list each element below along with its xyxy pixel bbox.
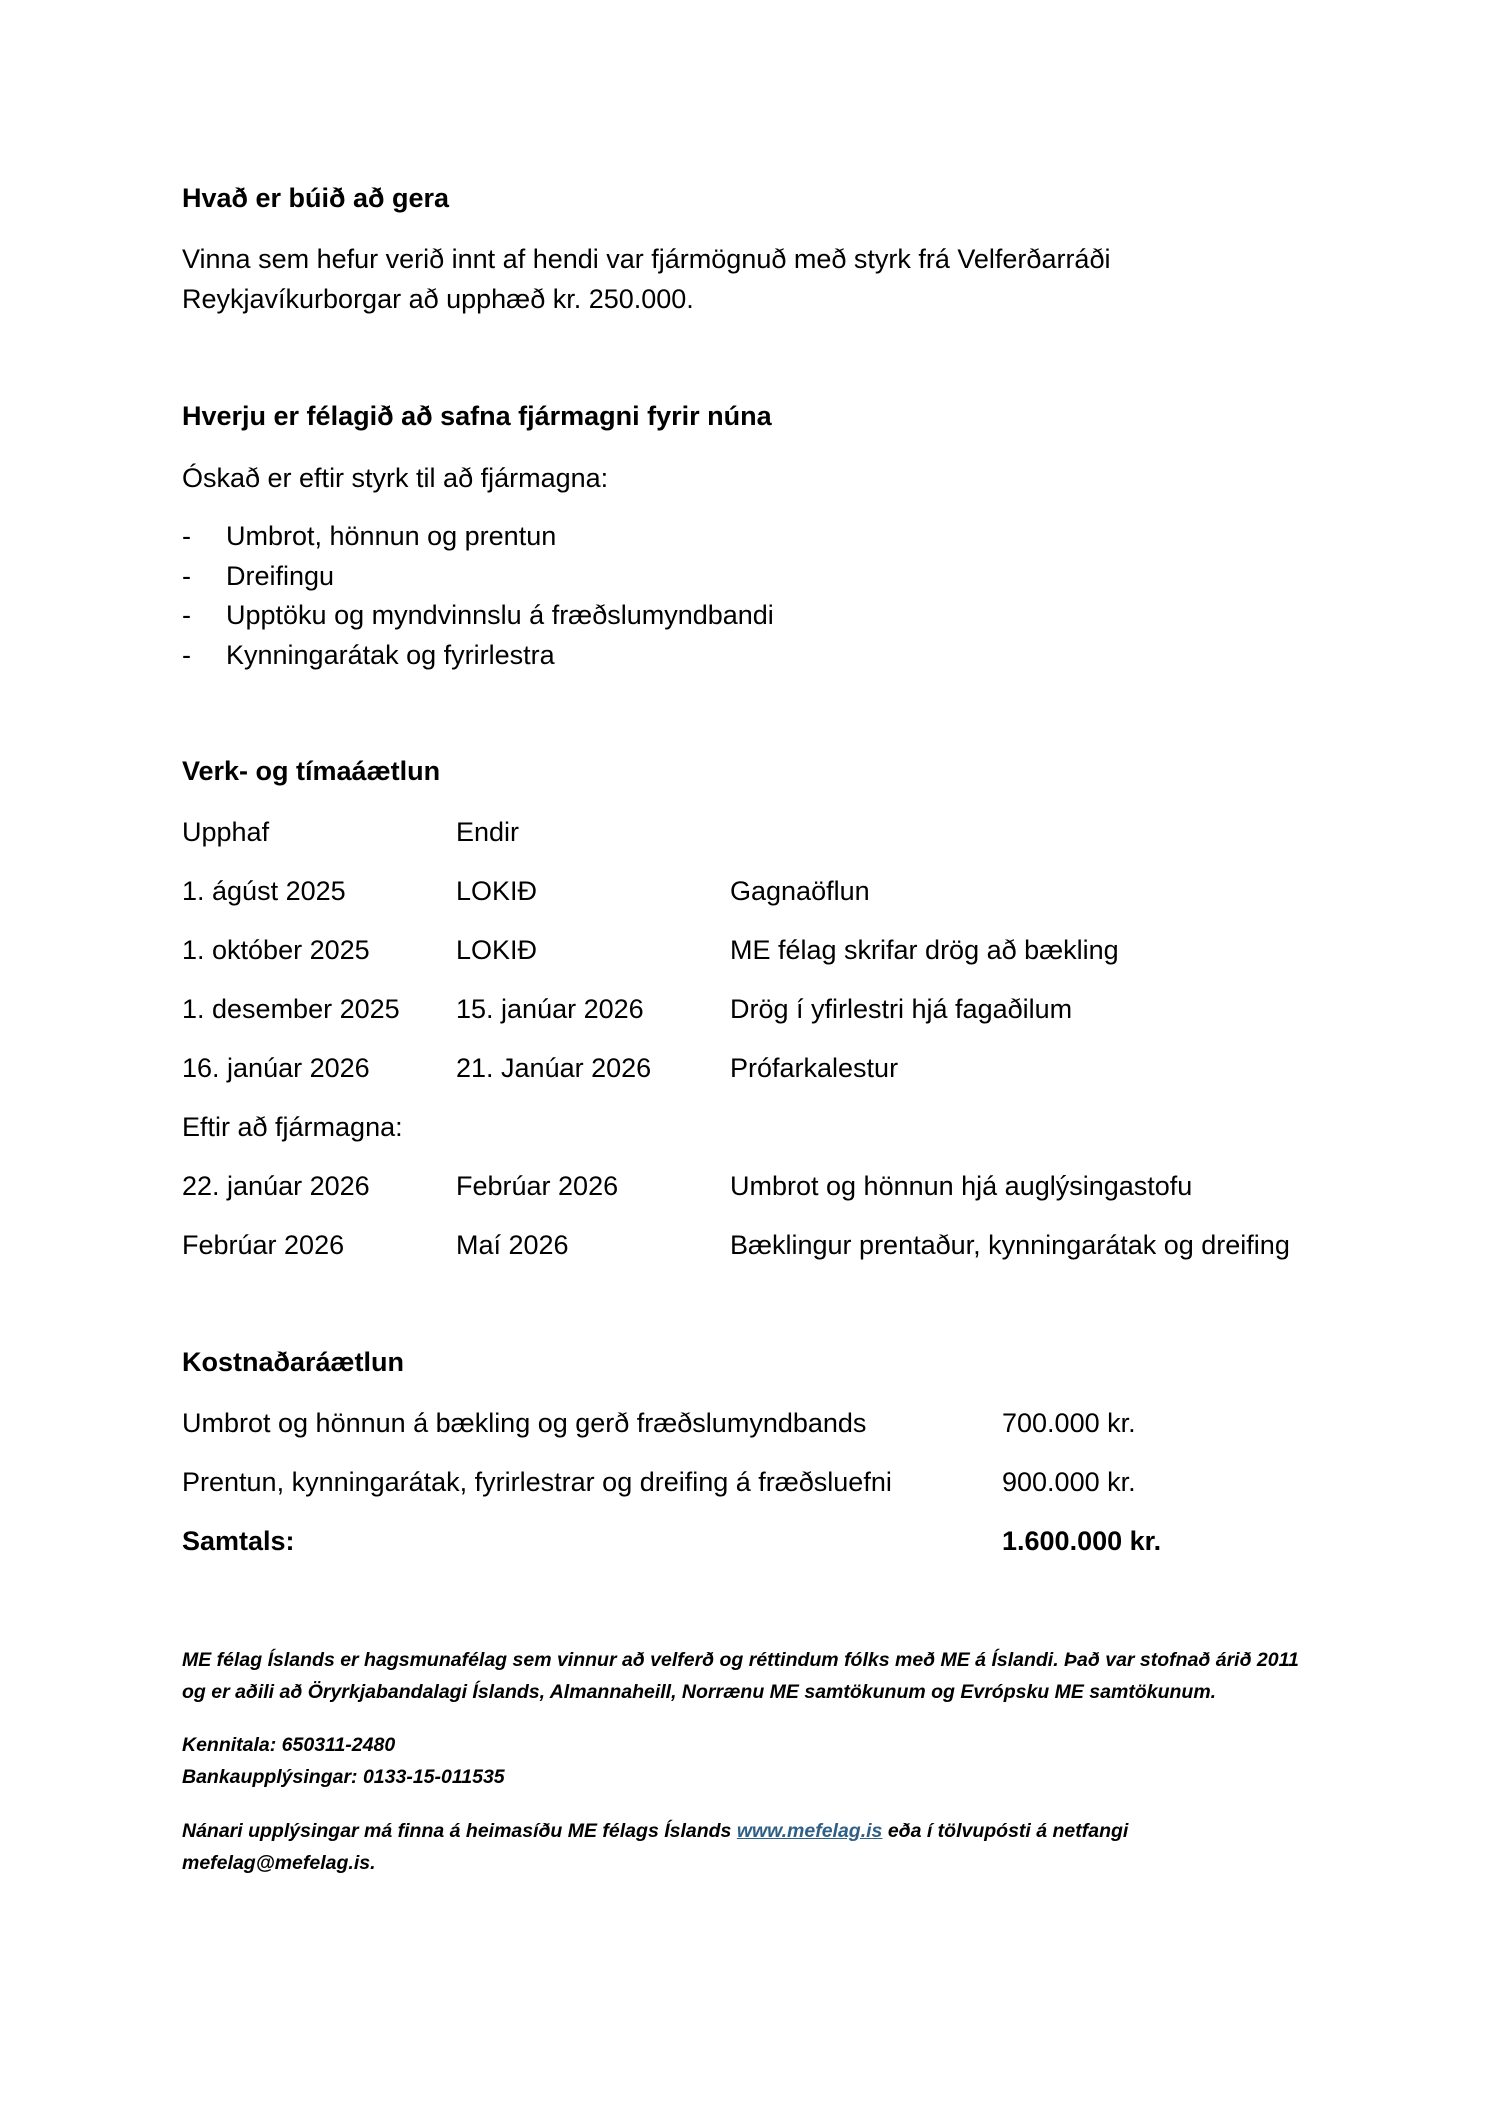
footer-bank: Bankaupplýsingar: 0133-15-011535 <box>182 1766 505 1788</box>
section-schedule-heading: Verk- og tímaáætlun <box>182 756 441 786</box>
section-funding-heading: Hverju er félagið að safna fjármagni fyrir núna <box>182 401 772 431</box>
dash-bullet: - <box>182 639 191 670</box>
table-row: 1. október 2025 LOKIÐ ME félag skrifar drög að bækling <box>182 935 1119 965</box>
table-row: Prentun, kynningarátak, fyrirlestrar og dreifing á fræðsluefni 900.000 kr. <box>182 1467 1136 1497</box>
section-done-paragraph-line1: Vinna sem hefur verið innt af hendi var fjármögnuð með styrk frá Velferðarráði <box>182 244 1111 274</box>
footer-about-line1: ME félag Íslands er hagsmunafélag sem vinnur að velferð og réttindum fólks með ME á Íslandi. Það var stofnað árið 2011 <box>182 1649 1299 1671</box>
table-row: Febrúar 2026 Maí 2026 Bæklingur prentaður, kynningarátak og dreifing <box>182 1230 1290 1260</box>
table-row: 16. janúar 2026 21. Janúar 2026 Prófarkalestur <box>182 1053 899 1083</box>
cost-total-amount: 1.600.000 kr. <box>1002 1526 1162 1556</box>
document-page: Hvað er búið að gera Vinna sem hefur verið innt af hendi var fjármögnuð með styrk frá Velferðarráði Reykjavíkurborgar að upphæð kr. 250.000. Hverju er félagið að safna fjármagni fyrir núna Óskað er eftir styrk til að fjármagna: - Umbrot, hönnun og prentun - Dreifingu - Upptöku og myndvinnslu á fræðslumyndbandi - Kynningarátak og fyrirlestra Verk- og tímaáætlun Upphaf Endir 1. ágúst 2025 LOKIÐ Gagnaöflun 1. október 2025 LOKIÐ ME félag skrifar drög að bækling 1. desember 2025 15. janúar 2026 Drög í yfirlestri hjá fagaðilum 16. janúar 2026 21. Janúar 2026 Prófarkalestur Eftir að fjármagna: 22. janúar 2026 Febrúar 2026 Umbrot og hönnun hjá auglýsingastofu Febrúar 2026 Maí 2026 Bæklingur prentaður, kynningarátak og dreifing Kostnaðaráætlun Umbrot og hönnun á bækling og gerð fræðslumyndbands 700.000 kr. Prentun, kynningarátak, fyrirlestrar og dreifing á fræðsluefni 900.000 kr. Samtals: 1.600.000 kr. ME félag Íslands er hagsmunafélag sem vinnur að velferð og réttindum fólks með ME á Íslandi. Það var stofnað árið 2011 og er aðili að Öryrkjabandalagi Íslands, Almannaheill, Norrænu ME samtökunum og Evrópsku ME samtökunum. Kennitala: 650311-2480 Bankaupplýsingar: 0133-15-011535 Nánari upplýsingar má finna á heimasíðu ME félags Íslands www.mefelag.is eða í tölvupósti á netfangi mefelag@mefelag.is. <box>0 0 1500 2123</box>
schedule-header-row <box>182 812 1382 852</box>
table-row: 1. desember 2025 15. janúar 2026 Drög í yfirlestri hjá fagaðilum <box>182 994 1073 1024</box>
section-done-heading: Hvað er búið að gera <box>182 183 450 213</box>
section-cost-heading: Kostnaðaráætlun <box>182 1347 405 1377</box>
table-row: 22. janúar 2026 Febrúar 2026 Umbrot og hönnun hjá auglýsingastofu <box>182 1171 1193 1201</box>
table-row: Umbrot og hönnun á bækling og gerð fræðslumyndbands 700.000 kr. <box>182 1408 1136 1438</box>
dash-bullet: - <box>182 521 191 551</box>
footer-email: mefelag@mefelag.is. <box>182 1852 376 1874</box>
dash-bullet: - <box>182 600 191 630</box>
cost-total-row <box>182 1521 1382 1561</box>
section-funding-intro: Óskað er eftir styrk til að fjármagna: <box>182 463 609 493</box>
footer-kennitala: Kennitala: 650311-2480 <box>182 1734 396 1756</box>
schedule-subheading: Eftir að fjármagna: <box>182 1112 403 1142</box>
dash-bullet: - <box>182 560 191 591</box>
cost-total-label: Samtals: <box>182 1526 295 1556</box>
footer-about-line2: og er aðili að Öryrkjabandalagi Íslands, Almannaheill, Norrænu ME samtökunum og Evrópsku ME samtökunum. <box>182 1681 1217 1703</box>
column-start-header: Upphaf <box>182 817 270 847</box>
website-link[interactable]: www.mefelag.is <box>736 1820 883 1842</box>
footer-info-line: Nánari upplýsingar má finna á heimasíðu ME félags Íslands www.mefelag.is eða í tölvupósti á netfangi <box>182 1820 1129 1842</box>
section-done-paragraph-line2: Reykjavíkurborgar að upphæð kr. 250.000. <box>182 284 694 314</box>
column-end-header: Endir <box>456 817 520 847</box>
table-row: 1. ágúst 2025 LOKIÐ Gagnaöflun <box>182 876 870 906</box>
